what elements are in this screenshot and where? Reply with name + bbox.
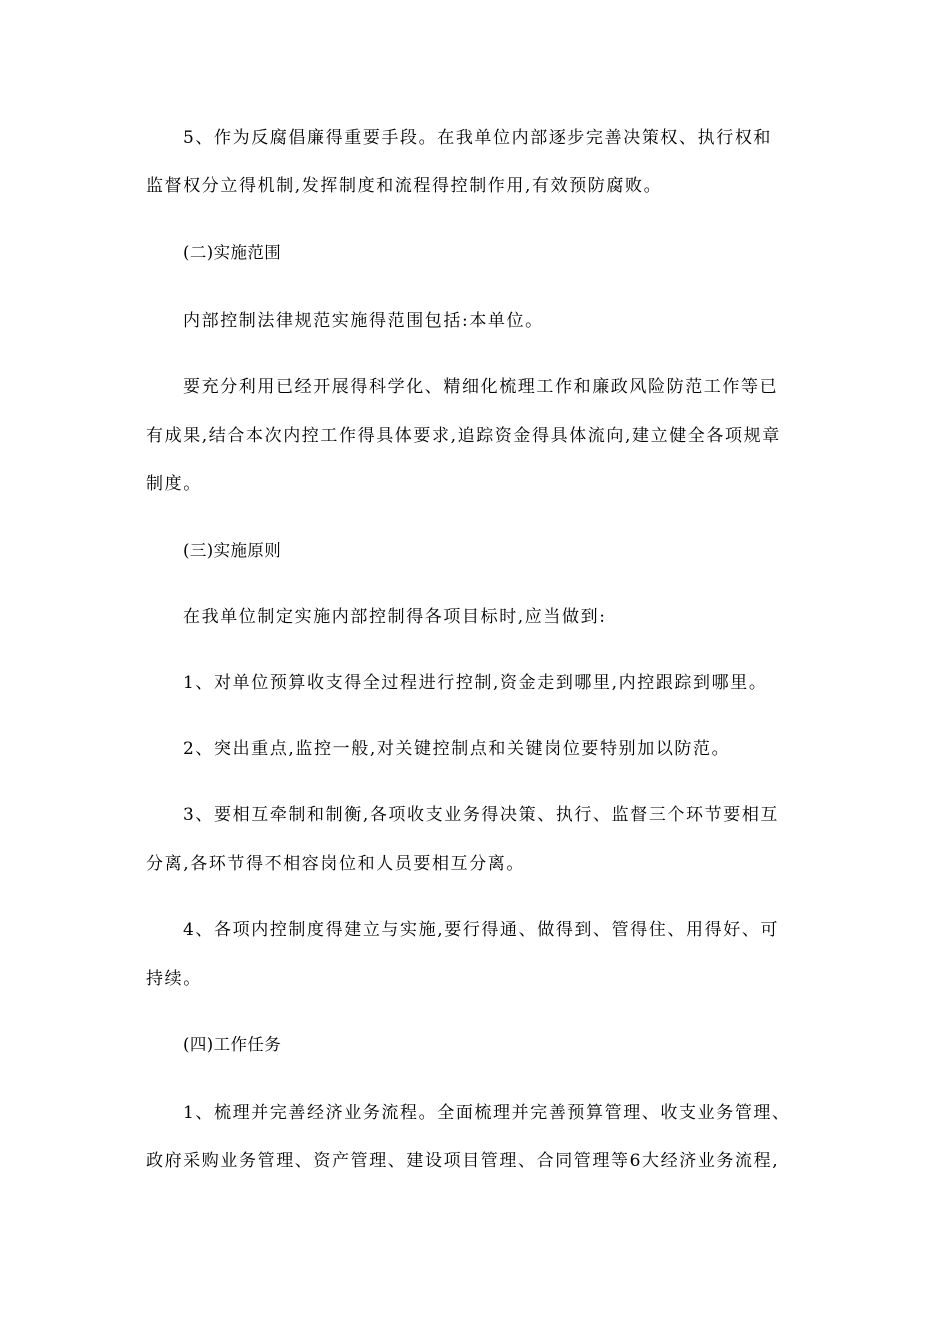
paragraph-line: 3、要相互牵制和制衡,各项收支业务得决策、执行、监督三个环节要相互	[183, 805, 780, 825]
paragraph-line: 内部控制法律规范实施得范围包括:本单位。	[183, 311, 544, 331]
paragraph-line: 政府采购业务管理、资产管理、建设项目管理、合同管理等6大经济业务流程,	[146, 1151, 780, 1171]
paragraph-line: 1、梳理并完善经济业务流程。全面梳理并完善预算管理、收支业务管理、	[183, 1103, 791, 1123]
paragraph-line: 在我单位制定实施内部控制得各项目标时,应当做到:	[183, 607, 607, 627]
paragraph-line: 1、对单位预算收支得全过程进行控制,资金走到哪里,内控跟踪到哪里。	[183, 673, 768, 693]
section-heading: (四)工作任务	[183, 1035, 282, 1054]
paragraph-line: 2、突出重点,监控一般,对关键控制点和关键岗位要特别加以防范。	[183, 739, 731, 759]
paragraph-line: 有成果,结合本次内控工作得具体要求,追踪资金得具体流向,建立健全各项规章	[146, 426, 781, 446]
paragraph-line: 分离,各环节得不相容岗位和人员要相互分离。	[146, 854, 526, 874]
paragraph-line: 要充分利用已经开展得科学化、精细化梳理工作和廉政风险防范工作等已	[183, 377, 779, 397]
paragraph-line: 5、作为反腐倡廉得重要手段。在我单位内部逐步完善决策权、执行权和	[183, 128, 773, 148]
paragraph-line: 监督权分立得机制,发挥制度和流程得控制作用,有效预防腐败。	[146, 176, 663, 196]
paragraph-line: 持续。	[146, 969, 202, 989]
section-heading: (三)实施原则	[183, 541, 282, 560]
paragraph-line: 4、各项内控制度得建立与实施,要行得通、做得到、管得住、用得好、可	[183, 920, 780, 940]
paragraph-line: 制度。	[146, 474, 202, 494]
section-heading: (二)实施范围	[183, 243, 282, 262]
